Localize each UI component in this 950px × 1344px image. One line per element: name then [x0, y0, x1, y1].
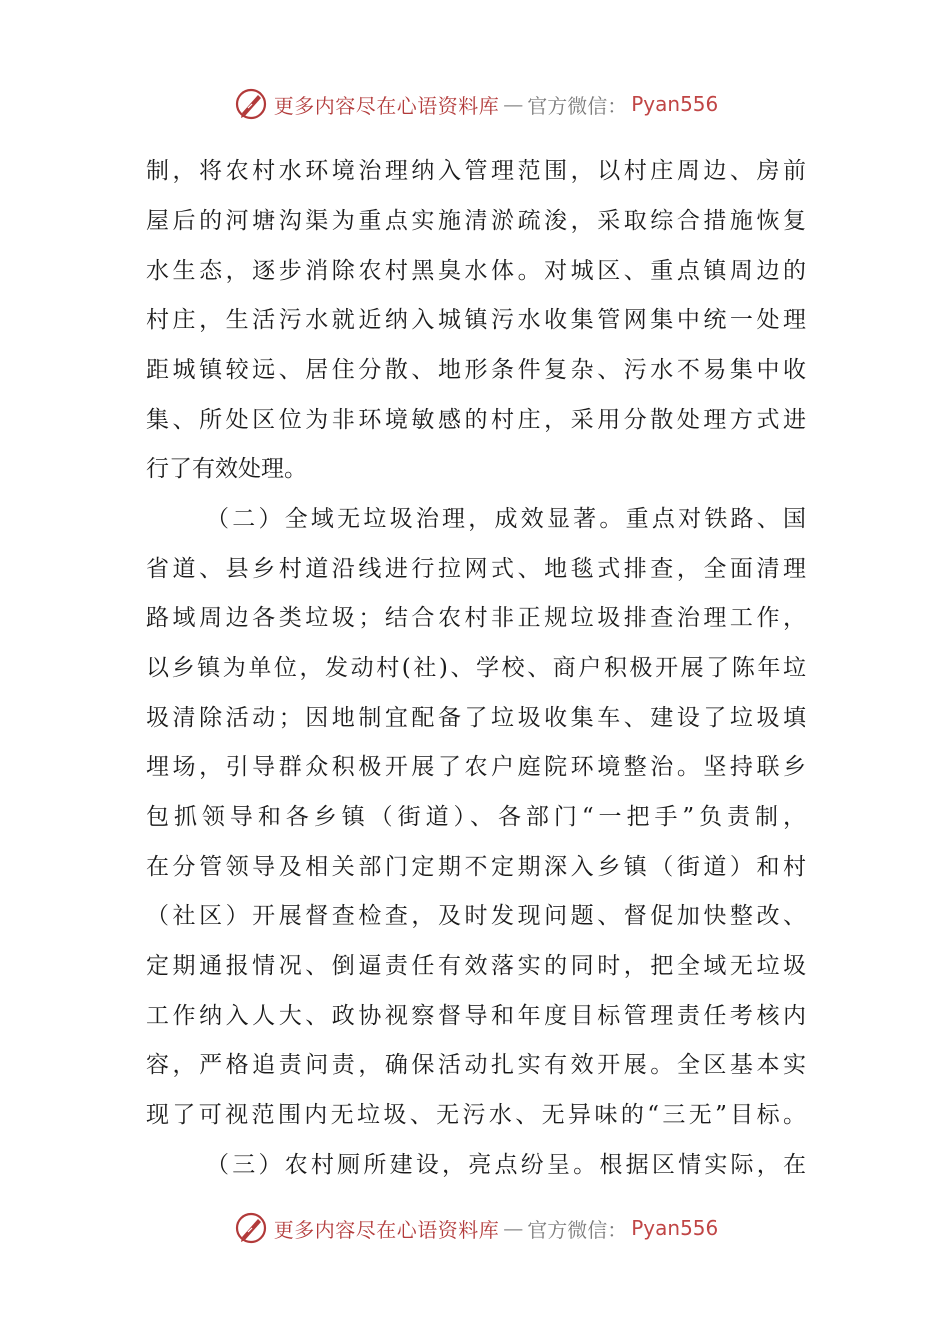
text-line: （社区）开展督查检查，及时发现问题、督促加快整改、	[146, 903, 806, 929]
text-line: 包抓领导和各乡镇（街道）、各部门“一把手”负责制，	[146, 804, 806, 830]
pen-nib-logo-icon	[232, 85, 270, 123]
text-line: 路域周边各类垃圾；结合农村非正规垃圾排查治理工作，	[146, 605, 806, 631]
text-line: 行了有效处理。	[146, 456, 307, 482]
section-heading-line: （二）全域无垃圾治理，成效显著。重点对铁路、国	[206, 506, 806, 532]
text-line: 工作纳入人大、政协视察督导和年度目标管理责任考核内	[146, 1003, 806, 1029]
text-line: 省道、县乡村道沿线进行拉网式、地毯式排查，全面清理	[146, 556, 806, 582]
banner-wechat-label: 官方微信：	[527, 1217, 628, 1242]
banner-wechat-id: Pyan556	[631, 1216, 719, 1240]
banner-title: 更多内容尽在心语资料库	[273, 1217, 500, 1242]
text-line: 村庄，生活污水就近纳入城镇污水收集管网集中统一处理	[146, 307, 806, 333]
banner-separator: —	[503, 92, 524, 116]
text-line: 集、所处区位为非环境敏感的村庄，采用分散处理方式进	[146, 407, 806, 433]
banner-title: 更多内容尽在心语资料库	[273, 93, 500, 118]
text-line: 圾清除活动；因地制宜配备了垃圾收集车、建设了垃圾填	[146, 705, 806, 731]
banner-separator: —	[503, 1216, 524, 1240]
banner-wechat-label: 官方微信：	[527, 93, 628, 118]
text-line: 屋后的河塘沟渠为重点实施清淤疏浚，采取综合措施恢复	[146, 208, 806, 234]
text-line: 以乡镇为单位，发动村(社)、学校、商户积极开展了陈年垃	[146, 655, 806, 681]
footer-banner	[0, 1208, 950, 1248]
text-line: 距城镇较远、居住分散、地形条件复杂、污水不易集中收	[146, 357, 806, 383]
text-line: 定期通报情况、倒逼责任有效落实的同时，把全域无垃圾	[146, 953, 806, 979]
banner-wechat-id: Pyan556	[631, 92, 719, 116]
text-line: 在分管领导及相关部门定期不定期深入乡镇（街道）和村	[146, 854, 806, 880]
text-line: 埋场，引导群众积极开展了农户庭院环境整治。坚持联乡	[146, 754, 806, 780]
text-line: 现了可视范围内无垃圾、无污水、无异味的“三无”目标。	[146, 1102, 806, 1128]
section-heading-line: （三）农村厕所建设，亮点纷呈。根据区情实际，在	[206, 1152, 806, 1178]
pen-nib-logo-icon	[232, 1209, 270, 1247]
text-line: 制，将农村水环境治理纳入管理范围，以村庄周边、房前	[146, 158, 806, 184]
text-line: 容，严格追责问责，确保活动扎实有效开展。全区基本实	[146, 1052, 806, 1078]
text-line: 水生态，逐步消除农村黑臭水体。对城区、重点镇周边的	[146, 258, 806, 284]
header-banner	[0, 84, 950, 124]
